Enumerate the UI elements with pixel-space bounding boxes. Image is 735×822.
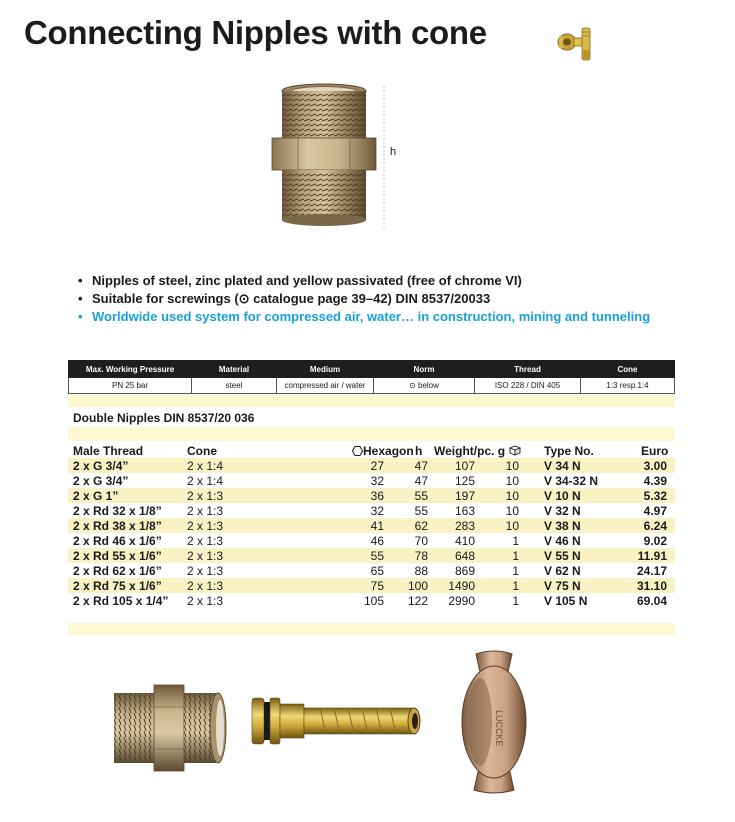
cell-male-thread: 2 x G 3/4”: [73, 459, 129, 473]
cell-weight: 1490: [448, 579, 475, 593]
coupling-assembly-icon: [553, 22, 601, 62]
spec-value: 1:3 resp.1:4: [581, 378, 675, 394]
cell-type-no: V 34 N: [544, 459, 581, 473]
cell-male-thread: 2 x Rd 55 x 1/6”: [73, 549, 162, 563]
table-row: [68, 533, 675, 548]
cell-euro: 6.24: [643, 519, 667, 533]
cell-h: 62: [414, 519, 428, 533]
cell-cone: 2 x 1:3: [187, 489, 224, 503]
cell-euro: 69.04: [636, 594, 667, 608]
col-header-h: h: [415, 444, 423, 458]
spacer-band: [68, 427, 675, 441]
cell-cone: 2 x 1:3: [187, 519, 224, 533]
spec-value: ISO 228 / DIN 405: [475, 378, 581, 394]
cell-euro: 11.91: [637, 549, 667, 563]
cell-cone: 2 x 1:3: [187, 549, 224, 563]
hose-tail-photo: [248, 688, 436, 756]
cell-h: 55: [414, 489, 428, 503]
cell-hexagon: 32: [370, 504, 384, 518]
cell-pack: 1: [512, 534, 519, 548]
cell-weight: 107: [454, 459, 475, 473]
col-header-euro: Euro: [641, 444, 669, 458]
cell-hexagon: 41: [370, 519, 384, 533]
table-row: [68, 578, 675, 593]
brand-mark: LUCCKE: [494, 710, 504, 747]
group-title: Double Nipples DIN 8537/20 036: [73, 411, 255, 425]
cell-cone: 2 x 1:3: [187, 594, 224, 608]
package-icon: [508, 445, 522, 456]
cell-type-no: V 32 N: [544, 504, 581, 518]
spec-header: Norm: [374, 361, 475, 378]
col-header-type: Type No.: [544, 444, 594, 458]
table-row: [68, 458, 675, 473]
cell-h: 47: [414, 474, 428, 488]
spec-table: [68, 360, 675, 394]
spec-header: Max. Working Pressure: [69, 361, 192, 378]
table-row: [68, 518, 675, 533]
hexagon-label: Hexagon: [363, 444, 414, 458]
cell-euro: 31.10: [636, 579, 667, 593]
cell-pack: 10: [505, 474, 519, 488]
cell-euro: 4.97: [643, 504, 667, 518]
spec-header: Thread: [475, 361, 581, 378]
cell-pack: 10: [505, 504, 519, 518]
cell-hexagon: 65: [370, 564, 384, 578]
table-row: [68, 503, 675, 518]
cell-euro: 24.17: [636, 564, 667, 578]
cell-cone: 2 x 1:3: [187, 564, 224, 578]
hexagon-icon: [352, 446, 363, 456]
double-nipple-photo: [108, 683, 230, 775]
cell-type-no: V 34-32 N: [544, 474, 599, 488]
cell-pack: 1: [512, 549, 519, 563]
cell-h: 122: [407, 594, 428, 608]
cell-euro: 3.00: [643, 459, 667, 473]
table-row: [68, 563, 675, 578]
spec-value-row: [69, 378, 675, 394]
page-title: Connecting Nipples with cone: [24, 14, 487, 51]
cell-male-thread: 2 x Rd 38 x 1/8”: [73, 519, 162, 533]
cell-weight: 163: [454, 504, 475, 518]
cell-pack: 1: [512, 594, 519, 608]
feature-list: [78, 272, 650, 326]
cell-hexagon: 75: [370, 579, 384, 593]
cell-h: 100: [407, 579, 428, 593]
table-row: [68, 548, 675, 563]
cell-male-thread: 2 x Rd 75 x 1/6”: [73, 579, 162, 593]
spec-header: Cone: [581, 361, 675, 378]
cell-cone: 2 x 1:3: [187, 534, 224, 548]
spec-value: steel: [192, 378, 277, 394]
cell-type-no: V 62 N: [544, 564, 581, 578]
cell-hexagon: 27: [370, 459, 384, 473]
spec-header: Medium: [277, 361, 374, 378]
cell-h: 55: [414, 504, 428, 518]
table-row: [68, 488, 675, 503]
spacer-band: [68, 623, 675, 635]
cell-type-no: V 10 N: [544, 489, 581, 503]
spec-header: Material: [192, 361, 277, 378]
spec-value: compressed air / water: [277, 378, 374, 394]
cell-pack: 10: [505, 489, 519, 503]
cell-hexagon: 32: [370, 474, 384, 488]
cell-type-no: V 38 N: [544, 519, 581, 533]
cell-type-no: V 55 N: [544, 549, 581, 563]
cell-hexagon: 46: [370, 534, 384, 548]
cell-weight: 283: [454, 519, 475, 533]
cell-h: 78: [414, 549, 428, 563]
table-row: [68, 473, 675, 488]
cell-hexagon: 105: [363, 594, 384, 608]
cell-weight: 197: [454, 489, 475, 503]
cell-h: 88: [414, 564, 428, 578]
table-row: [68, 593, 675, 608]
cell-male-thread: 2 x Rd 62 x 1/6”: [73, 564, 162, 578]
spacer-band: [68, 395, 675, 407]
cell-male-thread: 2 x G 3/4”: [73, 474, 129, 488]
cell-h: 47: [414, 459, 428, 473]
cell-euro: 5.32: [643, 489, 667, 503]
cell-weight: 869: [454, 564, 475, 578]
cell-male-thread: 2 x Rd 46 x 1/6”: [73, 534, 162, 548]
cell-cone: 2 x 1:3: [187, 504, 224, 518]
cell-type-no: V 105 N: [544, 594, 588, 608]
cell-cone: 2 x 1:3: [187, 579, 224, 593]
cell-euro: 9.02: [643, 534, 667, 548]
cell-type-no: V 75 N: [544, 579, 581, 593]
dimension-h-label: h: [390, 146, 397, 158]
product-table-body: [68, 458, 675, 608]
cell-weight: 2990: [448, 594, 475, 608]
cell-cone: 2 x 1:4: [187, 459, 224, 473]
cell-cone: 2 x 1:4: [187, 474, 224, 488]
cell-hexagon: 36: [370, 489, 384, 503]
feature-item: • Nipples of steel, zinc plated and yellow passivated (free of chrome VI): [78, 272, 650, 290]
cell-male-thread: 2 x Rd 105 x 1/4”: [73, 594, 169, 608]
feature-item: • Suitable for screwings (⊙ catalogue page 39–42) DIN 8537/20033: [78, 290, 650, 308]
col-header-cone: Cone: [187, 444, 217, 458]
col-header-weight: Weight/pc. g: [434, 444, 506, 458]
cell-pack: 1: [512, 579, 519, 593]
spec-value: ⊙ below: [374, 378, 475, 394]
col-header-male: Male Thread: [73, 444, 144, 458]
spec-value: PN 25 bar: [69, 378, 192, 394]
cell-pack: 10: [505, 519, 519, 533]
cell-male-thread: 2 x Rd 32 x 1/8”: [73, 504, 162, 518]
cell-pack: 1: [512, 564, 519, 578]
cell-type-no: V 46 N: [544, 534, 581, 548]
cell-weight: 648: [454, 549, 475, 563]
cell-pack: 10: [505, 459, 519, 473]
cell-weight: 125: [454, 474, 475, 488]
feature-item: • Worldwide used system for compressed air, water… in construction, mining and tunneling: [78, 308, 650, 326]
col-header-hexagon: [352, 444, 414, 458]
dimension-h-line: [380, 86, 388, 228]
cell-euro: 4.39: [643, 474, 667, 488]
cell-male-thread: 2 x G 1”: [73, 489, 119, 503]
cell-hexagon: 55: [370, 549, 384, 563]
double-nipple-photo: [268, 82, 380, 228]
cell-h: 70: [414, 534, 428, 548]
wing-nut-photo: [456, 650, 532, 794]
spec-header-row: [69, 361, 675, 378]
cell-weight: 410: [454, 534, 475, 548]
